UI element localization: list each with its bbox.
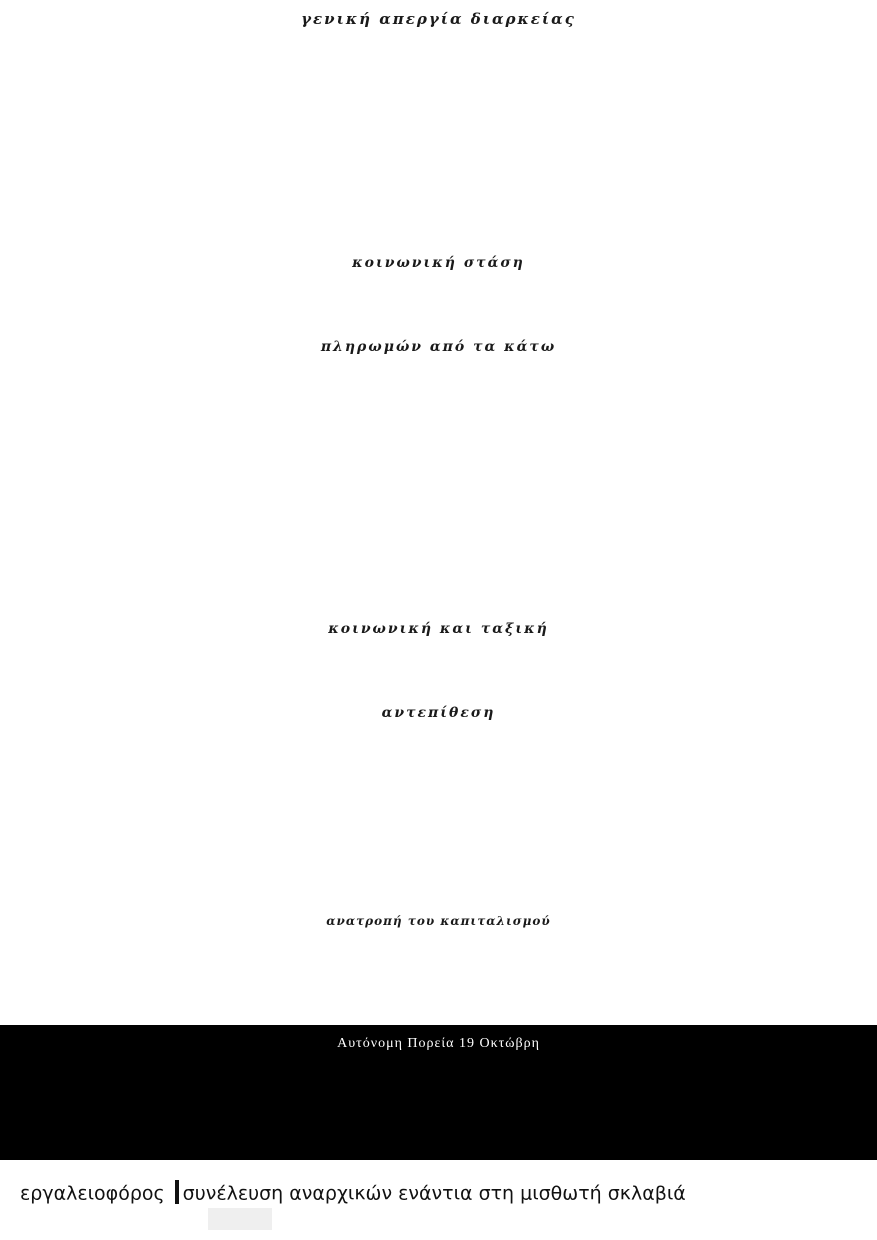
footer-right: συνέλευση αναρχικών ενάντια στη μισθωτή σκλαβιά bbox=[182, 1182, 686, 1205]
headline-overthrow: ανατροπή του καπιταλισμού bbox=[326, 914, 551, 928]
poster-title: γενική απεργία διαρκείας bbox=[301, 10, 576, 28]
headline-counterattack-2: αντεπίθεση bbox=[381, 705, 496, 721]
headline-social-stop: κοινωνική στάση bbox=[352, 255, 525, 271]
march-banner bbox=[0, 1025, 877, 1160]
footer-decoration bbox=[208, 1208, 272, 1230]
headline-counterattack: κοινωνική και ταξική bbox=[328, 621, 549, 637]
headline-payments: πληρωμών από τα κάτω bbox=[320, 339, 557, 355]
footer-signature bbox=[20, 1182, 686, 1206]
footer-left: εργαλειοφόρος bbox=[20, 1182, 165, 1205]
march-title: Αυτόνομη Πορεία 19 Οκτώβρη bbox=[337, 1036, 540, 1051]
footer-separator bbox=[175, 1180, 179, 1204]
